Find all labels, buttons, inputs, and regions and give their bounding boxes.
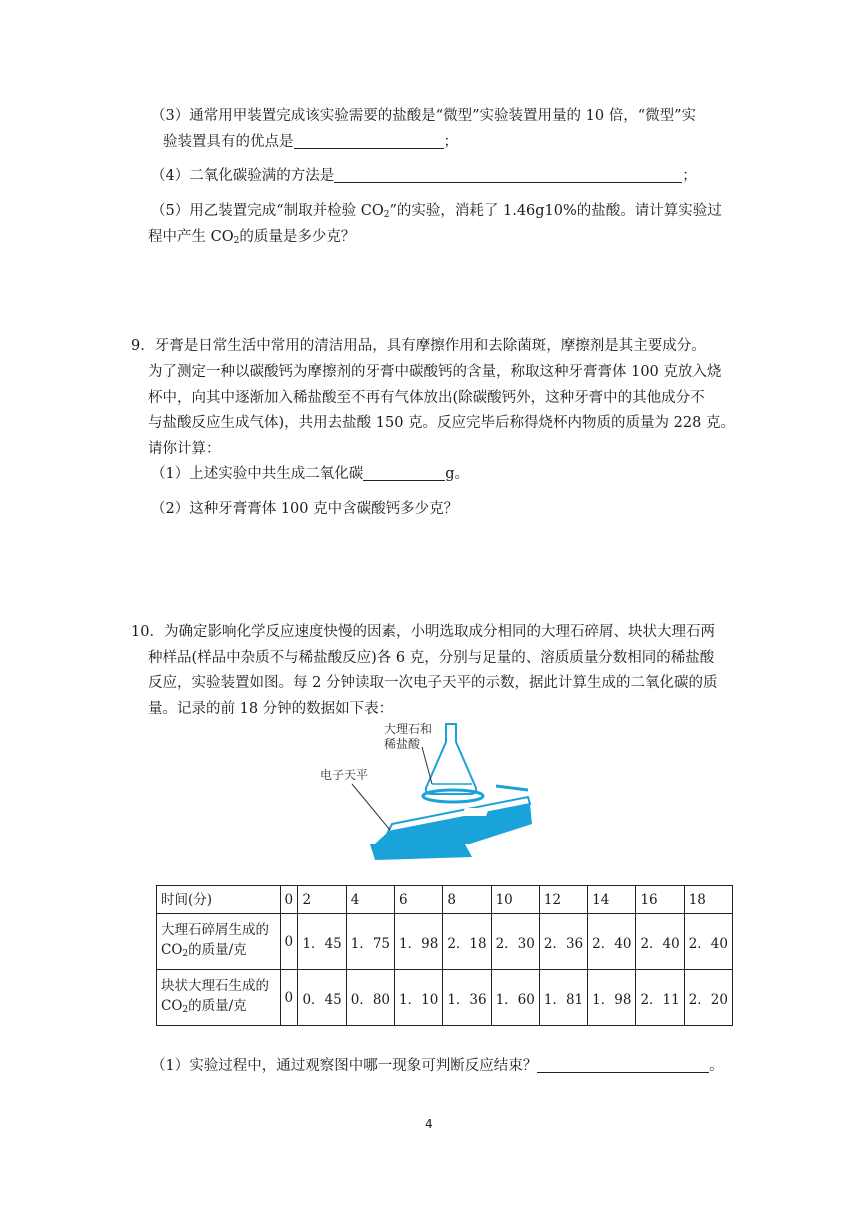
q9-stem-line1: 9．牙膏是日常生活中常用的清洁用品，具有摩擦作用和去除菌斑，摩擦剂是其主要成分。 — [131, 338, 706, 354]
page-number: 4 — [425, 1117, 433, 1131]
table-cell: 2 — [298, 886, 346, 914]
balance-handle — [496, 786, 528, 790]
label-leader-balance — [352, 784, 390, 830]
q8-part3-line2: 验装置具有的优点是 ； — [163, 134, 458, 150]
q10-stem-line4: 量。记录的前 18 分钟的数据如下表： — [148, 701, 394, 717]
table-cell: 1．45 — [298, 914, 346, 970]
q10-stem-line3: 反应，实验装置如图。每 2 分钟读取一次电子天平的示数，据此计算生成的二氧化碳的质 — [148, 675, 718, 691]
figure-label-balance: 电子天平 — [320, 768, 369, 782]
experiment-figure — [300, 712, 540, 862]
table-cell: 1．81 — [539, 970, 587, 1026]
table-cell: 2．40 — [588, 914, 636, 970]
answer-blank[interactable] — [537, 1056, 709, 1073]
table-cell: 1．98 — [395, 914, 443, 970]
q9-part2: （2）这种牙膏膏体 100 克中含碳酸钙多少克？ — [151, 501, 459, 517]
table-cell: 0．80 — [346, 970, 394, 1026]
label-leader-flask — [422, 747, 432, 784]
table-cell: 2．40 — [636, 914, 684, 970]
q9-part1: （1）上述实验中共生成二氧化碳 g。 — [151, 466, 470, 482]
answer-blank[interactable] — [363, 464, 445, 481]
q10-part1: （1）实验过程中，通过观察图中哪一现象可判断反应结束？ 。 — [151, 1058, 724, 1074]
table-cell: 0 — [280, 970, 298, 1026]
balance-pan — [423, 790, 483, 802]
table-cell: 6 — [395, 886, 443, 914]
table-cell: 16 — [636, 886, 684, 914]
table-row-label: 块状大理石生成的 $CO_2$的质量/克 — [157, 970, 281, 1026]
table-row — [157, 886, 733, 914]
table-cell: 1．98 — [588, 970, 636, 1026]
q8-part4: （4）二氧化碳验满的方法是 ； — [151, 168, 697, 184]
table-cell: 2．40 — [684, 914, 732, 970]
q8-part5-line2: 程中产生 $CO_2$的质量是多少克？ — [148, 229, 356, 246]
data-table — [156, 885, 733, 1026]
table-row-label: 大理石碎屑生成的 $CO_2$的质量/克 — [157, 914, 281, 970]
table-cell: 0 — [280, 914, 298, 970]
q9-stem-line3: 杯中，向其中逐渐加入稀盐酸至不再有气体放出(除碳酸钙外，这种牙膏中的其他成分不 — [148, 390, 705, 406]
table-cell: 1．75 — [346, 914, 394, 970]
table-cell: 1．60 — [491, 970, 539, 1026]
table-cell: 8 — [443, 886, 491, 914]
q9-stem-line2: 为了测定一种以碳酸钙为摩擦剂的牙膏中碳酸钙的含量，称取这种牙膏膏体 100 克放入烧 — [148, 364, 722, 380]
table-cell: 1．10 — [395, 970, 443, 1026]
table-cell: 18 — [684, 886, 732, 914]
table-header-label: 时间(分) — [157, 886, 281, 914]
q8-part5-line1: （5）用乙装置完成“制取并检验 $CO_2$”的实验，消耗了 1.46g10%的盐酸。请计算实验过 — [151, 203, 722, 220]
table-row — [157, 914, 733, 970]
table-cell: 2．20 — [684, 970, 732, 1026]
table-cell: 12 — [539, 886, 587, 914]
table-cell: 10 — [491, 886, 539, 914]
table-cell: 2．30 — [491, 914, 539, 970]
table-row — [157, 970, 733, 1026]
balance-display — [462, 808, 489, 816]
balance-base — [370, 844, 472, 860]
table-cell: 14 — [588, 886, 636, 914]
table-cell: 2．11 — [636, 970, 684, 1026]
table-cell: 4 — [346, 886, 394, 914]
table-cell: 2．36 — [539, 914, 587, 970]
figure-label-flask: 大理石和 稀盐酸 — [384, 722, 433, 751]
table-cell: 0．45 — [298, 970, 346, 1026]
table-cell: 2．18 — [443, 914, 491, 970]
q10-stem-line2: 种样品(样品中杂质不与稀盐酸反应)各 6 克，分别与足量的、溶质质量分数相同的稀盐酸 — [148, 650, 715, 666]
answer-blank[interactable] — [334, 166, 682, 183]
q9-stem-line4: 与盐酸反应生成气体)，共用去盐酸 150 克。反应完毕后称得烧杯内物质的质量为 228 克。 — [148, 415, 735, 431]
q9-stem-line5: 请你计算： — [148, 441, 221, 457]
q10-stem-line1: 10．为确定影响化学反应速度快慢的因素，小明选取成分相同的大理石碎屑、块状大理石两 — [131, 624, 715, 640]
table-cell: 1．36 — [443, 970, 491, 1026]
table-cell: 0 — [280, 886, 298, 914]
q8-part3-line1: （3）通常用甲装置完成该实验需要的盐酸是“微型”实验装置用量的 10 倍，“微型”实 — [151, 108, 697, 124]
answer-blank[interactable] — [294, 132, 444, 149]
